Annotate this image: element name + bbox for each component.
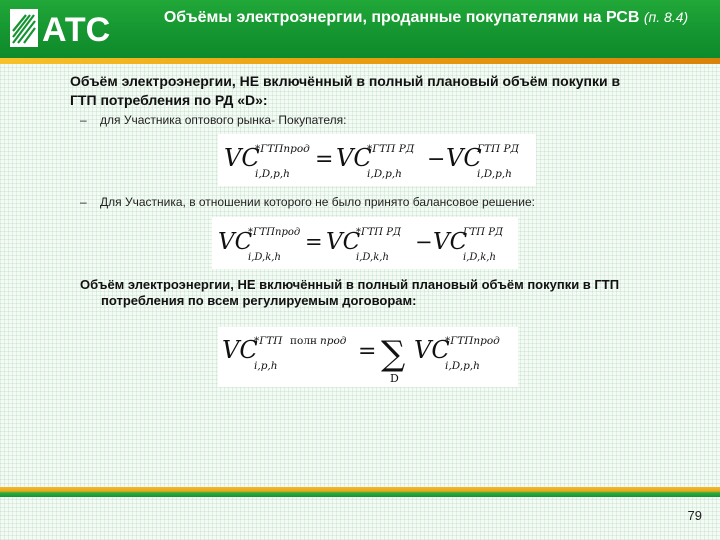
f1-lhs-sup: *ГТПпрод — [255, 143, 310, 155]
f1-t1-sup: *ГТП РД — [367, 143, 415, 155]
f2-t2-sub: i,D,k,h — [463, 252, 496, 263]
heading-not-included-volume: Объём электроэнергии, НЕ включённый в полный плановый объём покупки в ГТП потребления по РД «D»: — [70, 73, 621, 108]
f3-lhs-sub: i,p,h — [254, 360, 278, 372]
bullet-text: Для Участника, в отношении которого не было принято балансовое решение: — [100, 195, 536, 209]
slide-title — [140, 8, 712, 27]
bullet-dash: – — [80, 195, 87, 209]
f3-t1-sup: *ГТПпрод — [445, 335, 500, 347]
bullet-no-balance-decision — [80, 195, 535, 210]
title-reference: (п. 8.4) — [643, 9, 689, 25]
f2-t2-sup: ГТП РД — [463, 227, 504, 238]
bullet-text: для Участника оптового рынка- Покупателя: — [100, 113, 347, 127]
heading2-line2: потребления по всем регулируемым договорам: — [101, 293, 417, 308]
f1-lhs-sub: i,D,p,h — [255, 168, 290, 180]
top-accent-band — [0, 58, 720, 64]
f3-sum-sign: ∑ — [381, 334, 406, 374]
page-number: 79 — [687, 508, 702, 523]
logo-text: АТС — [42, 11, 111, 47]
f3-lhs-sup-1: *ГТП — [254, 335, 283, 347]
f3-sum-under: D — [390, 372, 399, 385]
f2-t1-base: VC — [326, 229, 361, 255]
f2-equals: = — [305, 230, 323, 254]
f3-t1-base: VC — [414, 336, 450, 364]
f2-t2-base: VC — [433, 229, 468, 255]
formula-buyer — [218, 134, 536, 186]
formula-full-volume-sum — [218, 327, 518, 387]
ats-logo — [10, 9, 135, 47]
bullet-buyer — [80, 113, 346, 128]
f1-t2-sup: ГТП РД — [477, 143, 520, 155]
f3-lhs-sup-3: прод — [320, 335, 347, 347]
f1-t1-base: VC — [336, 144, 372, 172]
f3-equals: = — [358, 339, 377, 364]
heading2-line1: Объём электроэнергии, НЕ включённый в полный плановый объём покупки в ГТП — [80, 277, 620, 292]
f1-t2-sub: i,D,p,h — [477, 168, 512, 180]
f3-t1-sub: i,D,p,h — [445, 360, 480, 372]
f2-lhs-sup: *ГТПпрод — [248, 227, 301, 238]
title-text: Объёмы электроэнергии, проданные покупателями на РСВ — [163, 9, 640, 26]
f1-t2-base: VC — [446, 144, 482, 172]
f2-lhs-sub: i,D,k,h — [248, 252, 281, 263]
f2-t1-sub: i,D,k,h — [356, 252, 389, 263]
f2-lhs-base: VC — [218, 229, 253, 255]
bottom-accent-band — [0, 487, 720, 497]
formula-no-balance-decision — [212, 217, 518, 269]
f1-lhs-base: VC — [224, 144, 260, 172]
f2-minus: − — [415, 230, 433, 254]
f2-t1-sup: *ГТП РД — [356, 227, 402, 238]
f1-equals: = — [315, 147, 334, 172]
header-bar — [0, 0, 720, 58]
f1-t1-sub: i,D,p,h — [367, 168, 402, 180]
f1-minus: − — [427, 147, 446, 172]
bullet-dash: – — [80, 113, 87, 127]
f3-lhs-base: VC — [222, 336, 258, 364]
heading-all-regulated-contracts — [80, 277, 670, 309]
f3-lhs-sup-2: полн — [290, 335, 317, 347]
